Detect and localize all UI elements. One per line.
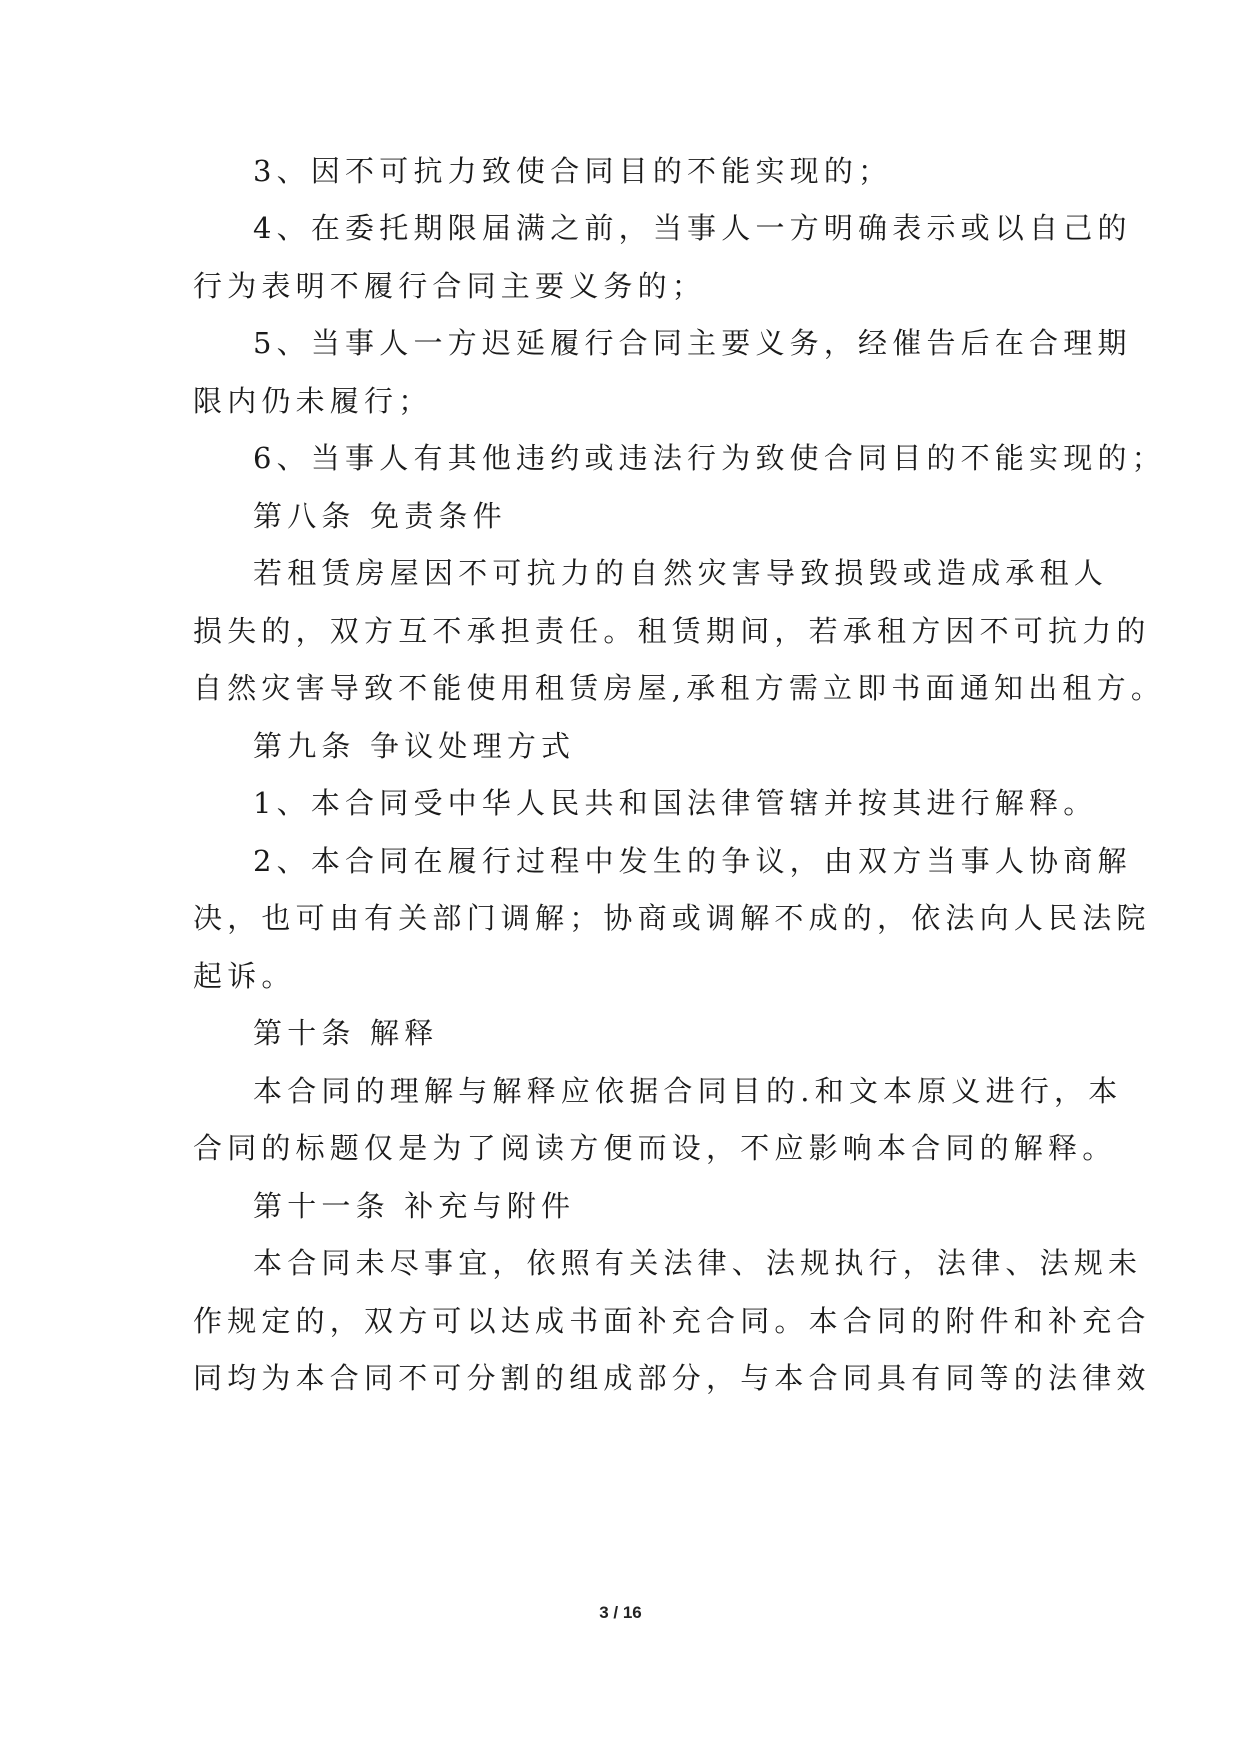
text-line: 1、本合同受中华人民共和国法律管辖并按其进行解释。	[253, 786, 1098, 820]
text-line: 行为表明不履行合同主要义务的；	[193, 269, 707, 303]
text-line: 自然灾害导致不能使用租赁房屋,承租方需立即书面通知出租方。	[193, 671, 1166, 705]
text-line: 起诉。	[193, 959, 296, 993]
text-line: 同均为本合同不可分割的组成部分，与本合同具有同等的法律效	[193, 1361, 1151, 1395]
text-line: 5、当事人一方迟延履行合同主要义务，经催告后在合理期	[253, 326, 1132, 360]
text-line: 若租赁房屋因不可抗力的自然灾害导致损毁或造成承租人	[253, 556, 1109, 590]
text-line: 损失的，双方互不承担责任。租赁期间，若承租方因不可抗力的	[193, 614, 1151, 648]
text-line: 4、在委托期限届满之前，当事人一方明确表示或以自己的	[253, 211, 1132, 245]
text-line: 本合同未尽事宜，依照有关法律、法规执行，法律、法规未	[253, 1246, 1143, 1280]
section-heading: 第八条 免责条件	[253, 499, 507, 533]
text-line: 2、本合同在履行过程中发生的争议，由双方当事人协商解	[253, 844, 1132, 878]
text-line: 合同的标题仅是为了阅读方便而设，不应影响本合同的解释。	[193, 1131, 1117, 1165]
text-line: 限内仍未履行；	[193, 384, 433, 418]
section-heading: 第十条 解释	[253, 1016, 439, 1050]
text-line: 本合同的理解与解释应依据合同目的.和文本原义进行，本	[253, 1074, 1123, 1108]
text-line: 3、因不可抗力致使合同目的不能实现的；	[253, 154, 893, 188]
section-heading: 第九条 争议处理方式	[253, 729, 576, 763]
page-number: 3 / 16	[599, 1603, 642, 1622]
text-line: 6、当事人有其他违约或违法行为致使合同目的不能实现的；	[253, 441, 1166, 475]
text-line: 作规定的，双方可以达成书面补充合同。本合同的附件和补充合	[193, 1304, 1151, 1338]
text-line: 决，也可由有关部门调解；协商或调解不成的，依法向人民法院	[193, 901, 1151, 935]
section-heading: 第十一条 补充与附件	[253, 1189, 576, 1223]
